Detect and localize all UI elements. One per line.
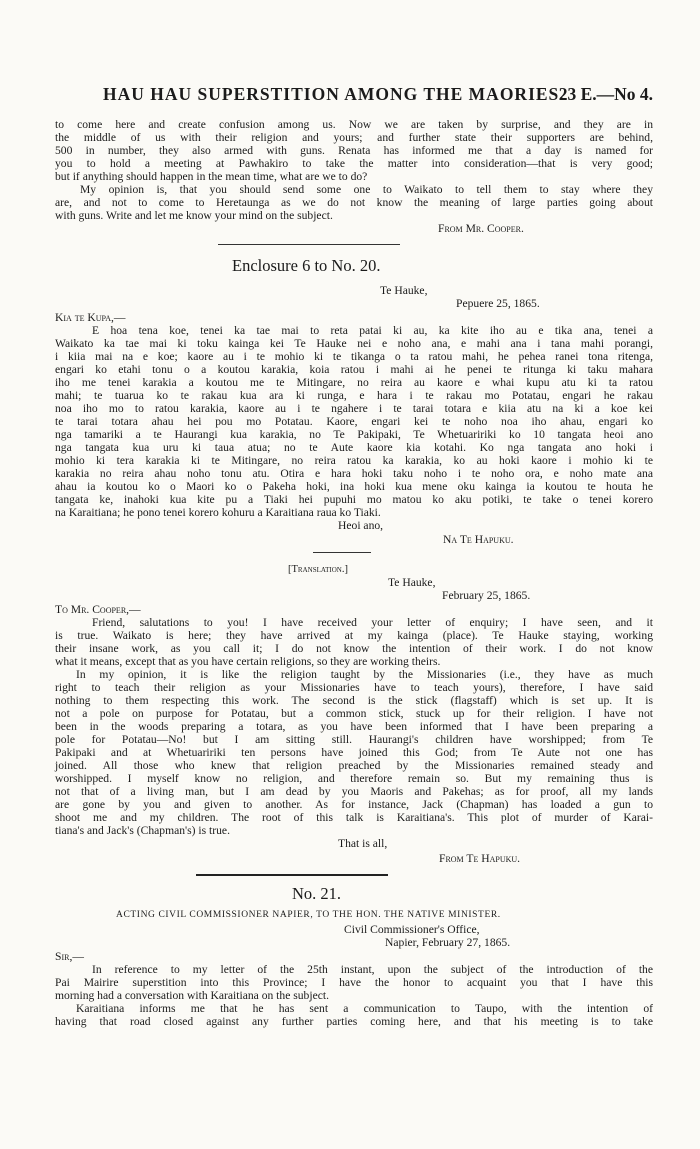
paragraph-line: te tarai totara ahau hei pou mo Potatau. Kaore, engari kei te noho noa iho ahau, engari ko xyxy=(55,415,653,428)
paragraph-line: karakia no reira ahau noho tonu atu. Otira e hara hoki taku noho i te noho ora, e noho mate ana xyxy=(55,467,653,480)
paragraph-line: 500 in number, they also armed with guns. Renata has informed me that a day is named for xyxy=(55,144,653,157)
paragraph-line: tangata ke, inahoki kua kite pu a Tiaki hei pupuhi mo matou ko aku potiki, te take o tenei korero xyxy=(55,493,653,506)
running-title: HAU HAU SUPERSTITION AMONG THE MAORIES. xyxy=(103,84,565,104)
letter-closing: Heoi ano, xyxy=(338,519,384,532)
paragraph-line: E hoa tena koe, tenei ka tae mai to reta patai ki au, ka kite iho au e tika ana, tenei a xyxy=(92,324,653,337)
letter-closing: That is all, xyxy=(338,837,388,850)
paragraph-line: are, and not to come to Heretaunga as we do not know the meaning of large parties going about xyxy=(55,196,653,209)
paragraph-line: you to hold a meeting at Pawhakiro to take the matter into consideration—that is very good; xyxy=(55,157,653,170)
letter-signature: From Mr. Cooper. xyxy=(438,222,524,235)
paragraph-line: na Karaitiana; he pono tenei korero kohuru a Karaitiana raua ko Tiaki. xyxy=(55,506,381,519)
paragraph-line: morning had a conversation with Karaitiana on the subject. xyxy=(55,989,329,1002)
paragraph-line: the middle of us with their religion and yours; and further state their supporters are behind, xyxy=(55,131,653,144)
paragraph-line: their insane work, as you call it; I do not know the intention of their work. I do not know xyxy=(55,642,653,655)
paragraph-line: mohio ki tera karakia ki te Mitingare, no reira ratou ka karakia, ko au hoki kaore i mohio ki te xyxy=(55,454,653,467)
paragraph-line: not a pole on purpose for Potatau, but a common stick, stuck up for their religion. I have not xyxy=(55,707,653,720)
paragraph-line: to come here and create confusion among us. Now we are taken by surprise, and they are in xyxy=(55,118,653,131)
paragraph-line: nga tangata kua uru ki taua atua; no te Aute kaore kia kotahi. Ko nga tangata ano hoki i xyxy=(55,441,653,454)
paragraph-line: nga tamariki a te Haurangi kua karakia, no Te Pakipaki, Te Whetuaririki ko 10 tangata heoi ano xyxy=(55,428,653,441)
paragraph-line: Friend, salutations to you! I have received your letter of enquiry; I have seen, and it xyxy=(92,616,653,629)
letter-signature: Na Te Hapuku. xyxy=(443,533,514,546)
paragraph-line: worshipped. I myself know no religion, and therefore remain so. But my remaining thus is xyxy=(55,772,653,785)
paragraph-line: tiana's and Jack's (Chapman's) is true. xyxy=(55,824,230,837)
paragraph-line: In my opinion, it is like the religion taught by the Missionaries (i.e., they have as much xyxy=(76,668,653,681)
paragraph-line: i kiia mai na e koe; kaore au i te mohio ki te tikanga o ta ratou mahi, he pehea ranei tona ritenga, xyxy=(55,350,653,363)
paragraph-line: not that of a living man, but I am dead by you Maoris and Pakehas; as for proof, all my lands xyxy=(55,785,653,798)
paragraph-line: noa iho mo to ratou karakia, kaore au i te ngahere i te tarai totara e kiia atu na ki a koe kei xyxy=(55,402,653,415)
translation-label: [Translation.] xyxy=(288,564,348,575)
paragraph-line: having that road closed against any further parties coming here, and that his meeting is to take xyxy=(55,1015,653,1028)
letter-subheading: ACTING CIVIL COMMISSIONER NAPIER, TO THE HON. THE NATIVE MINISTER. xyxy=(116,910,501,920)
paragraph-line: My opinion is, that you should send some one to Waikato to tell them to stay where they xyxy=(80,183,653,196)
paragraph-line: ahau ia koutou ko o Maori ko o Pakeha hoki, ina hoki kua mene oku kainga ia koutou te houta he xyxy=(55,480,653,493)
paragraph-line: is true. Waikato is here; they have arrived at my kainga (place). Te Hauke staying, working xyxy=(55,629,653,642)
letter-salutation: Kia te Kupa,— xyxy=(55,311,126,324)
paragraph-line: are gone by you and given to another. As for instance, Jack (Chapman) has loaded a gun to xyxy=(55,798,653,811)
letter-place: Te Hauke, xyxy=(380,284,428,297)
paragraph-line: shoot me and my children. The root of this talk is Karaitiana's. This plot of murder of Karai- xyxy=(55,811,653,824)
paragraph-line: joined. All those who knew that religion preached by the Missionaries remained steady and xyxy=(55,759,653,772)
page-reference: 23 E.—No 4. xyxy=(558,84,653,104)
paragraph-line: nothing to them respecting this work. The second is the stick (flagstaff) which is set up. It is xyxy=(55,694,653,707)
letter-salutation: Sir,— xyxy=(55,950,84,963)
paragraph-line: pole for Potatau—No! but I am sitting still. Haurangi's children have worshipped; from Te xyxy=(55,733,653,746)
letter-office: Civil Commissioner's Office, xyxy=(344,923,480,936)
paragraph-line: Pakipaki and at Whetuaririki ten persons have joined this God; from Te Aute not one has xyxy=(55,746,653,759)
paragraph-line: right to teach their religion as your Missionaries have to teach yours), therefore, I have said xyxy=(55,681,653,694)
letter-date: February 25, 1865. xyxy=(442,589,531,602)
paragraph-line: with guns. Write and let me know your mind on the subject. xyxy=(55,209,333,222)
letter-date: Napier, February 27, 1865. xyxy=(385,936,511,949)
paragraph-line: what it means, except that as you have certain religions, so they are working theirs. xyxy=(55,655,441,668)
document-number-heading: No. 21. xyxy=(292,884,342,903)
paragraph-line: Karaitiana informs me that he has sent a communication to Taupo, with the intention of xyxy=(76,1002,653,1015)
enclosure-heading: Enclosure 6 to No. 20. xyxy=(232,256,381,275)
paragraph-line: In reference to my letter of the 25th instant, upon the subject of the introduction of the xyxy=(92,963,653,976)
running-header xyxy=(55,84,653,106)
paragraph-line: Pai Mairire superstition into this Province; I have the honor to acquaint you that I have this xyxy=(55,976,653,989)
paragraph-line: been in the woods preparing a totara, as you have been informed that I have been preparing a xyxy=(55,720,653,733)
section-divider xyxy=(218,244,400,245)
paragraph-line: mahi; te tuarua ko te rakau kua ara ki runga, e hara i te rakau mo Potatau, engari he rakau xyxy=(55,389,653,402)
paragraph-line: but if anything should happen in the mean time, what are we to do? xyxy=(55,170,368,183)
paragraph-line: iho me tenei karakia a koutou me te Mitingare, no reira au kaore e whai kupu atu ki ta ratou xyxy=(55,376,653,389)
paragraph-line: Waikato ka tae mai ki toku kainga kei Te Hauke nei e noho ana, e mahi ana i tana mahi porangi, xyxy=(55,337,653,350)
letter-signature: From Te Hapuku. xyxy=(439,852,521,865)
short-divider xyxy=(313,552,371,553)
letter-place: Te Hauke, xyxy=(388,576,436,589)
letter-salutation: To Mr. Cooper,— xyxy=(55,603,141,616)
paragraph-line: engari ko etahi tonu o a koutou karakia, koia ratou i mahi ai he penei te ritunga ki taku mahara xyxy=(55,363,653,376)
letter-date: Pepuere 25, 1865. xyxy=(456,297,540,310)
section-divider xyxy=(196,874,388,876)
